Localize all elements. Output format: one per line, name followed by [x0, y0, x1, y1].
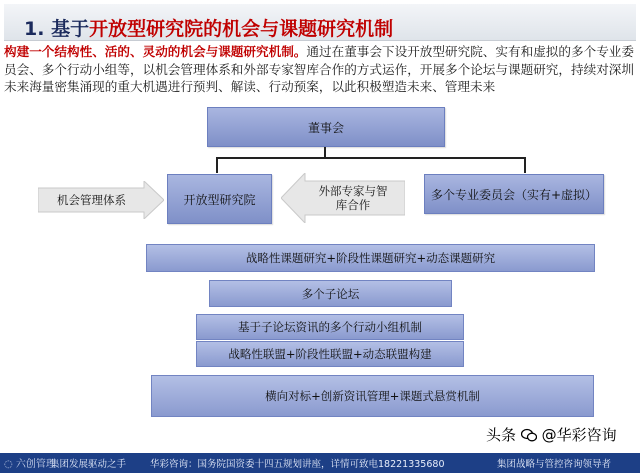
footer-left: 集团发展驱动之手	[50, 459, 127, 470]
board-box: 董事会	[207, 107, 445, 147]
footer-mid: 华彩咨询：国务院国资委十四五规划讲座，详情可致电18221335680	[150, 459, 445, 470]
research-topics-band: 战略性课题研究+阶段性课题研究+动态课题研究	[146, 244, 595, 272]
research-institute-box: 开放型研究院	[167, 174, 272, 224]
branch-left-line	[216, 157, 218, 173]
branch-line	[216, 157, 525, 159]
title-bar	[4, 4, 636, 41]
intro-lead: 构建一个结构性、活的、灵动的机会与课题研究机制。	[4, 44, 307, 59]
opportunity-system-arrow	[38, 181, 164, 219]
experts-label: 外部专家与智库合作	[318, 184, 388, 212]
footer-bar	[0, 453, 640, 473]
source-watermark: ◌ 六创管理	[4, 459, 56, 470]
committees-box: 多个专业委员会（实有+虚拟）	[424, 174, 604, 214]
action-groups-band: 基于子论坛资讯的多个行动小组机制	[196, 314, 464, 340]
experts-arrow	[281, 173, 405, 223]
wechat-icon	[521, 428, 537, 442]
branch-right-line	[524, 157, 526, 173]
platform-watermark: 头条 @华彩咨询	[486, 426, 617, 444]
intro-paragraph	[4, 43, 634, 96]
benchmark-band: 横向对标+创新资讯管理+课题式悬赏机制	[151, 375, 594, 417]
sub-forums-band: 多个子论坛	[209, 280, 452, 307]
page-title: 1. 基于开放型研究院的机会与课题研究机制	[24, 18, 394, 40]
alliances-band: 战略性联盟+阶段性联盟+动态联盟构建	[196, 341, 464, 367]
intro-body: 通过在董事会下设开放型研究院、实有和虚拟的多个专业委员会、多个行动小组等，以机会管理体系和外部专家智库合作的方式运作，开展多个论坛与课题研究，持续对深圳未来海量密集涌现的重大机遇进行预判、解读、行动预案，以此积极塑造未来、管理未来	[4, 44, 635, 94]
footer-right: 集团战略与管控咨询领导者	[497, 459, 612, 470]
chat-icon: ◌	[4, 459, 13, 470]
opportunity-system-label: 机会管理体系	[57, 193, 126, 207]
